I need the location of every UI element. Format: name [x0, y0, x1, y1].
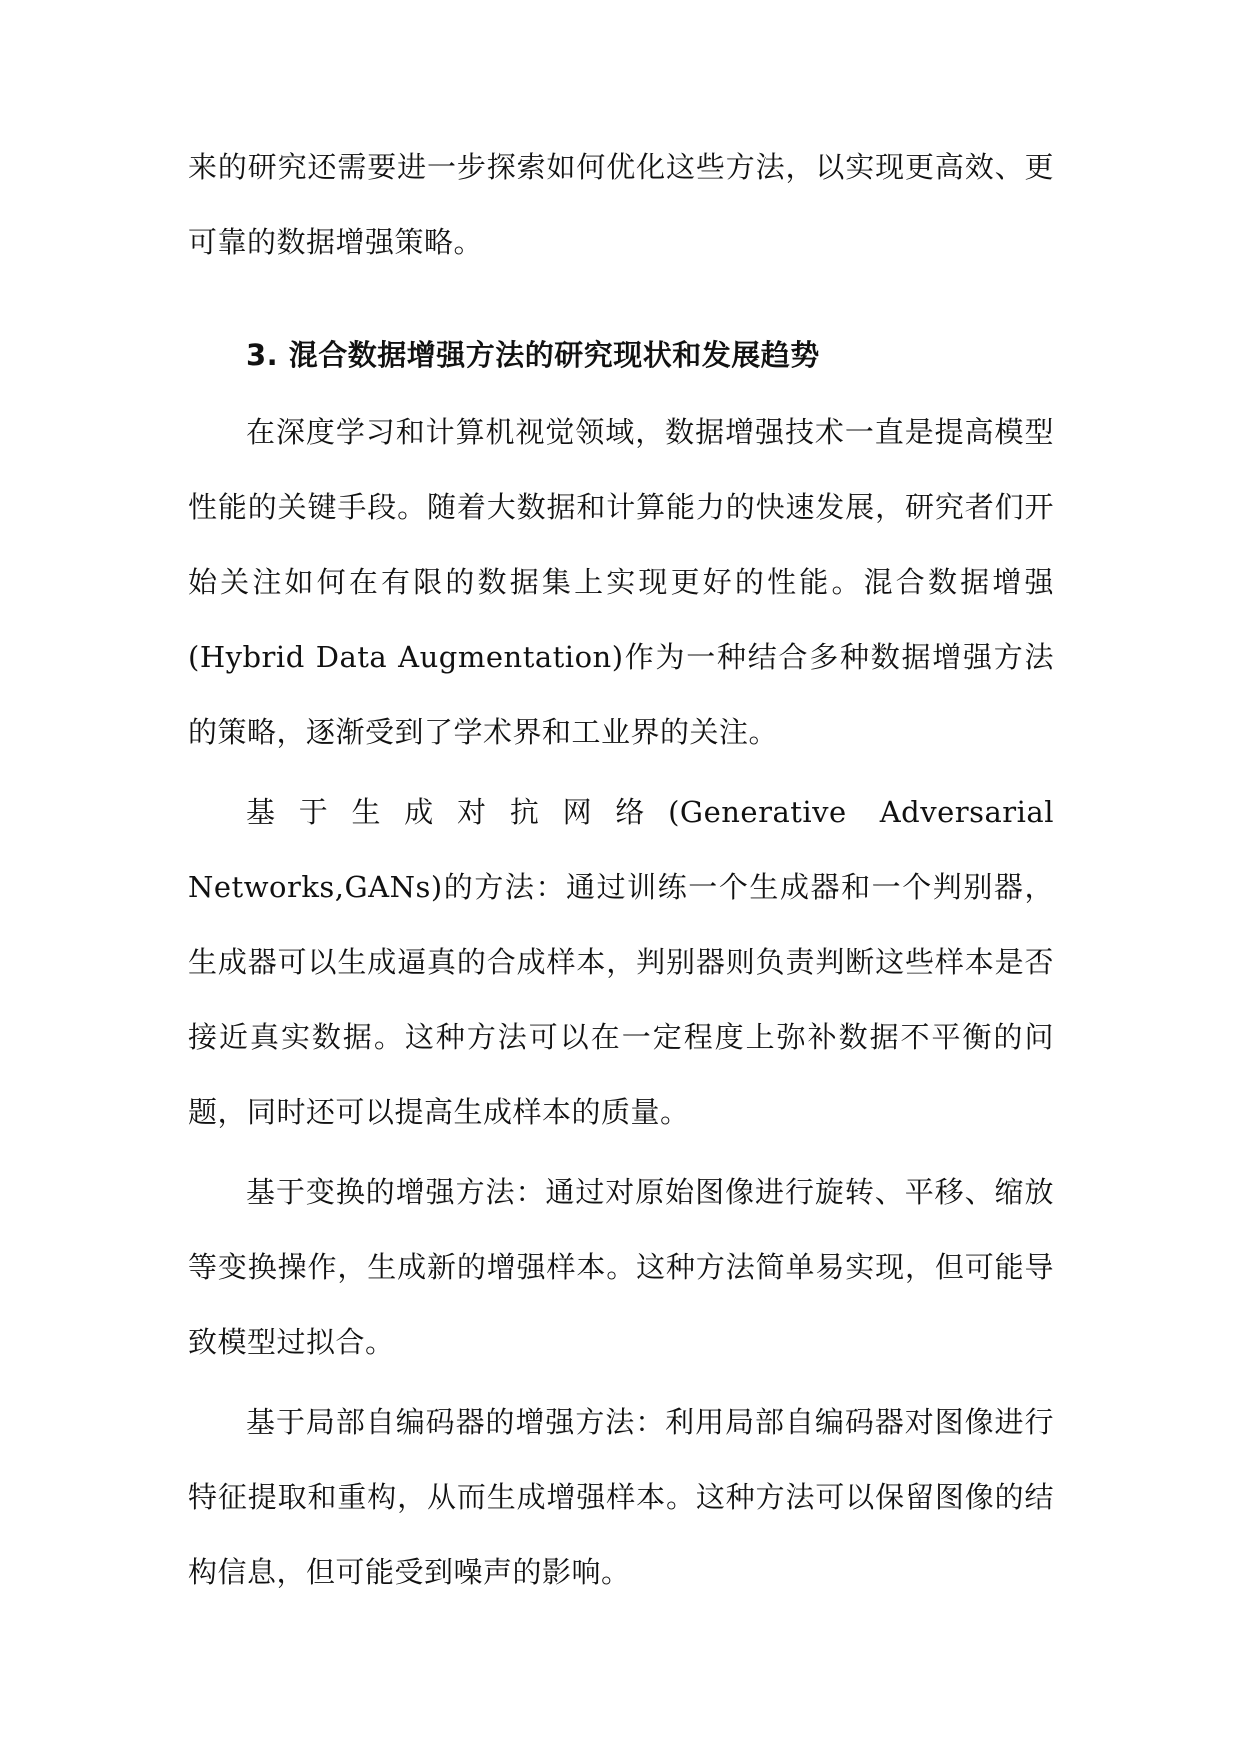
- paragraph-autoencoder-method: 基于局部自编码器的增强方法：利用局部自编码器对图像进行特征提取和重构，从而生成增强样本。这种方法可以保留图像的结构信息，但可能受到噪声的影响。: [188, 1405, 1054, 1589]
- paragraph-hybrid-augmentation-intro: 在深度学习和计算机视觉领域，数据增强技术一直是提高模型性能的关键手段。随着大数据和计算能力的快速发展，研究者们开始关注如何在有限的数据集上实现更好的性能。混合数据增强(Hybrid Data Augmentation)作为一种结合多种数据增强方法的策略，逐渐受到了学术界和工业界的关注。: [188, 415, 1054, 749]
- section-heading: 3. 混合数据增强方法的研究现状和发展趋势: [246, 338, 820, 372]
- paragraph-gan-method: 基于生成对抗网络(Generative Adversarial Networks,GANs)的方法：通过训练一个生成器和一个判别器，生成器可以生成逼真的合成样本，判别器则负责判断这些样本是否接近真实数据。这种方法可以在一定程度上弥补数据不平衡的问题，同时还可以提高生成样本的质量。: [188, 795, 1054, 1129]
- paragraph-transform-method: 基于变换的增强方法：通过对原始图像进行旋转、平移、缩放等变换操作，生成新的增强样本。这种方法简单易实现，但可能导致模型过拟合。: [188, 1175, 1054, 1359]
- continued-paragraph: 来的研究还需要进一步探索如何优化这些方法，以实现更高效、更可靠的数据增强策略。: [188, 150, 1054, 259]
